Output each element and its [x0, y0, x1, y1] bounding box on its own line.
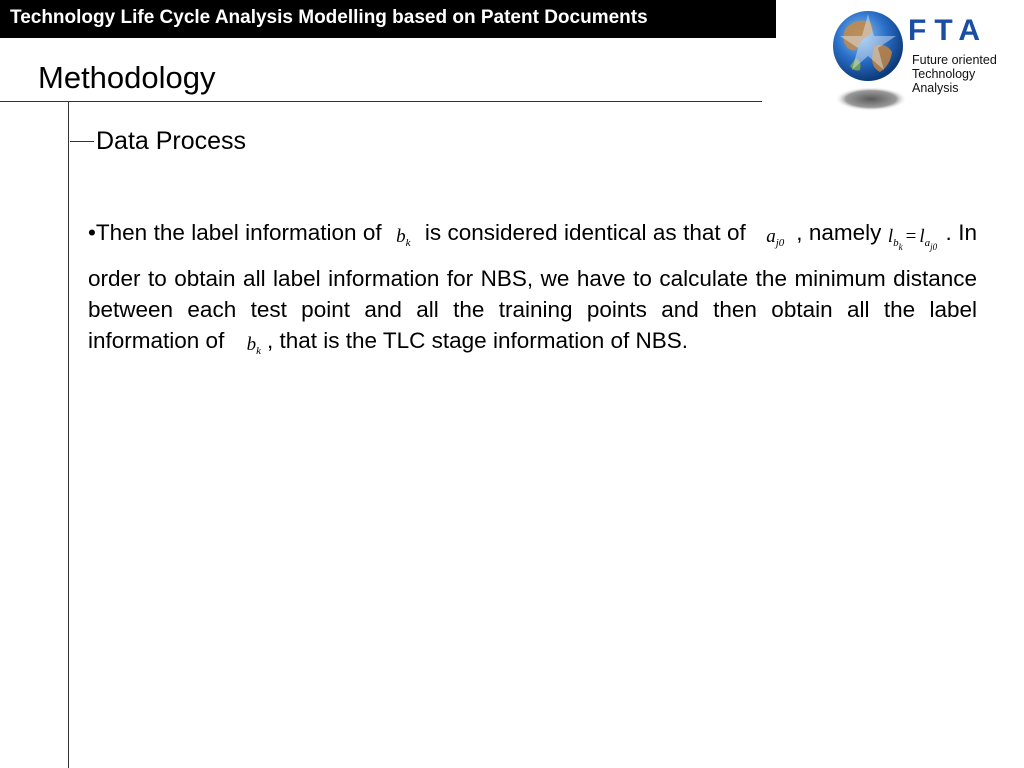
math-b-k: $b_k$ [246, 334, 261, 357]
logo-tagline-line: Future oriented [912, 53, 997, 67]
heading-divider [0, 101, 762, 102]
title-bar: Technology Life Cycle Analysis Modelling based on Patent Documents [0, 0, 776, 38]
logo-tagline-line: Technology [912, 67, 976, 81]
outline-vertical-rule [68, 101, 69, 768]
section-heading: Methodology [38, 60, 216, 95]
body-paragraph [88, 217, 977, 367]
outline-branch-rule [70, 141, 94, 142]
paragraph-text: . In order to obtain all label information for NBS, we have to calculate the minimum distance between each test point and all the training points and then obtain all the label information of [88, 220, 977, 353]
paragraph-text: , that is the TLC stage information of NBS. [266, 328, 689, 353]
bullet-icon: • [88, 220, 96, 245]
math-equation: $l_{b_k} = l_{a_{j0}}$ [887, 226, 938, 252]
paragraph-text: Then the label information of [95, 220, 382, 245]
fta-logo [826, 6, 1016, 118]
math-a-j0: $a_{j0}$ [766, 226, 785, 249]
paragraph-text: , namely [796, 220, 882, 245]
logo-tagline-line: Analysis [912, 81, 959, 95]
logo-wordmark: FTA [908, 14, 989, 47]
math-b-k: $b_k$ [396, 226, 411, 249]
logo-tagline [912, 53, 997, 95]
paragraph-text: is considered identical as that of [424, 220, 746, 245]
sub-heading: Data Process [96, 127, 247, 155]
